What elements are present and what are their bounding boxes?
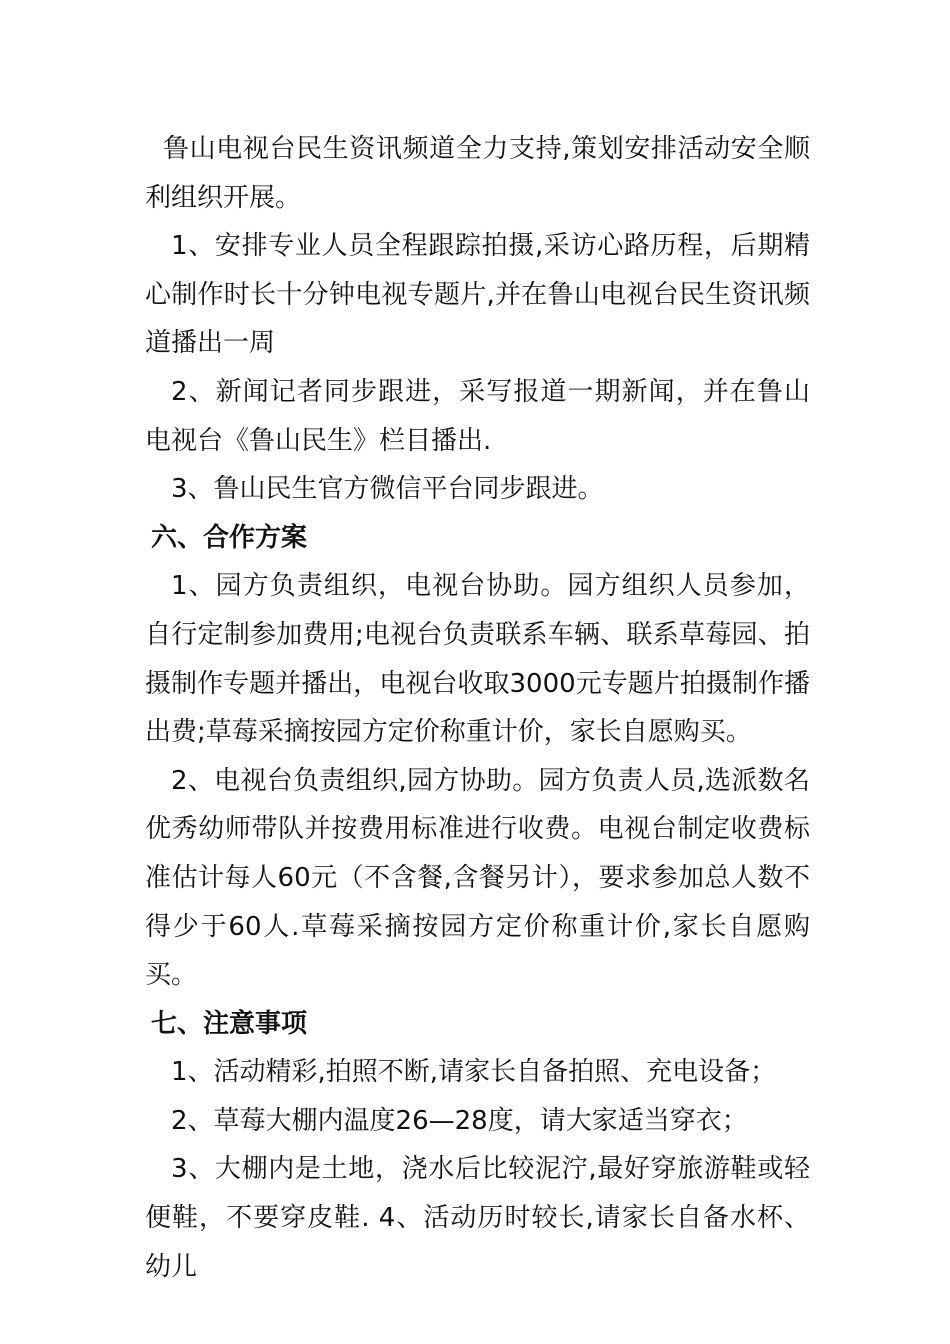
- support-item-2: 2、新闻记者同步跟进，采写报道一期新闻，并在鲁山电视台《鲁山民生》栏目播出.: [145, 376, 810, 456]
- notes-item-1: 1、活动精彩,拍照不断,请家长自备拍照、充电设备；: [171, 1057, 777, 1088]
- cooperation-item-1: 1、园方负责组织，电视台协助。园方组织人员参加，自行定制参加费用;电视台负责联系车辆、联系草莓园、拍摄制作专题并播出，电视台收取3000元专题片拍摄制作播出费;草莓采摘按园方定价称重计价，家长自愿购买。: [145, 571, 810, 748]
- support-item-1: 1、安排专业人员全程跟踪拍摄,采访心路历程，后期精心制作时长十分钟电视专题片,并在鲁山电视台民生资讯频道播出一周: [145, 231, 810, 359]
- support-item-3: 3、鲁山民生官方微信平台同步跟进。: [171, 474, 604, 505]
- cooperation-item-2: 2、电视台负责组织,园方协助。园方负责人员,选派数名优秀幼师带队并按费用标准进行收费。电视台制定收费标准估计每人60元（不含餐,含餐另计），要求参加总人数不得少于60人.草莓采摘按园方定价称重计价,家长自愿购买。: [145, 765, 810, 991]
- notes-item-2: 2、草莓大棚内温度26—28度，请大家适当穿衣；: [171, 1105, 748, 1136]
- section-heading-notes: 七、注意事项: [151, 1008, 308, 1039]
- document-body: [145, 125, 810, 1291]
- section-heading-cooperation: 六、合作方案: [151, 522, 308, 553]
- intro-paragraph: 鲁山电视台民生资讯频道全力支持,策划安排活动安全顺利组织开展。: [145, 134, 810, 213]
- notes-item-3: 3、大棚内是土地，浇水后比较泥泞,最好穿旅游鞋或轻便鞋，不要穿皮鞋. 4、活动历时较长,请家长自备水杯、幼儿: [145, 1154, 810, 1282]
